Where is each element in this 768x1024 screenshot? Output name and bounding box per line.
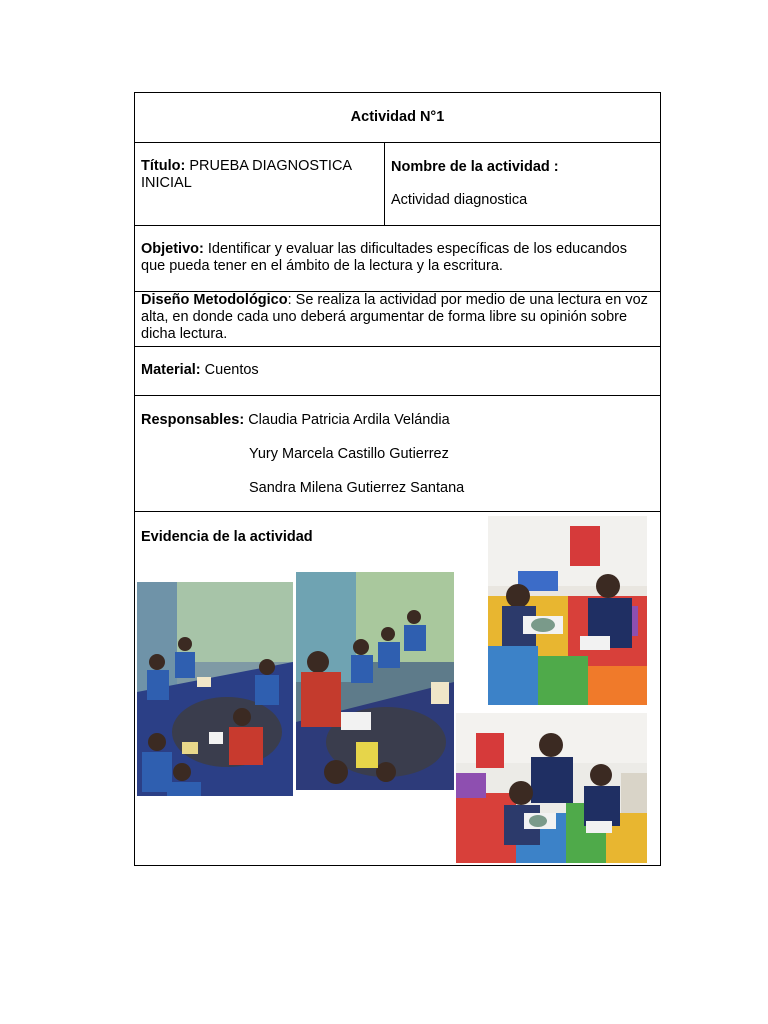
evidencia-label: Evidencia de la actividad <box>141 529 313 545</box>
nombre-value: Actividad diagnostica <box>391 192 528 208</box>
title-row <box>135 93 660 143</box>
material-cell <box>141 362 259 379</box>
objetivo-cell <box>141 241 653 275</box>
diseno-row <box>135 292 660 347</box>
activity-title: Actividad N°1 <box>350 109 445 125</box>
responsable-name: Claudia Patricia Ardila Velándia <box>248 412 450 428</box>
cell-divider <box>384 143 385 225</box>
responsable-1-line <box>141 412 450 429</box>
responsables-row <box>135 396 660 512</box>
title-name-row <box>135 143 660 226</box>
responsables-label: Responsables: <box>141 412 245 428</box>
evidencia-row <box>135 512 660 867</box>
diseno-cell <box>141 292 653 343</box>
titulo-cell <box>141 158 376 192</box>
nombre-label: Nombre de la actividad : <box>391 159 559 175</box>
diseno-label: Diseño Metodológico <box>141 292 288 308</box>
titulo-label: Título: <box>141 158 186 174</box>
activity-table <box>134 92 661 866</box>
teacher-with-children-photo <box>296 572 454 790</box>
girls-reading-on-puzzle-mat-photo <box>488 516 647 705</box>
material-label: Material: <box>141 362 201 378</box>
responsable-name: Yury Marcela Castillo Gutierrez <box>249 446 449 462</box>
objetivo-row <box>135 226 660 292</box>
responsable-name: Sandra Milena Gutierrez Santana <box>249 480 465 496</box>
children-reading-circle-photo <box>137 582 293 796</box>
diseno-value: : Se realiza la actividad por medio de una lectura en voz alta, en donde cada uno deberá argumentar de forma libre su opinión sobre dicha lectura. <box>141 292 648 342</box>
titulo-value: PRUEBA DIAGNOSTICA INICIAL <box>141 158 352 191</box>
teacher-and-girls-reading-photo <box>456 713 647 863</box>
material-row <box>135 347 660 396</box>
objetivo-label: Objetivo: <box>141 241 204 257</box>
objetivo-value: Identificar y evaluar las dificultades específicas de los educandos que pueda tener en el ámbito de la lectura y la escritura. <box>141 241 628 274</box>
material-value: Cuentos <box>204 362 259 378</box>
